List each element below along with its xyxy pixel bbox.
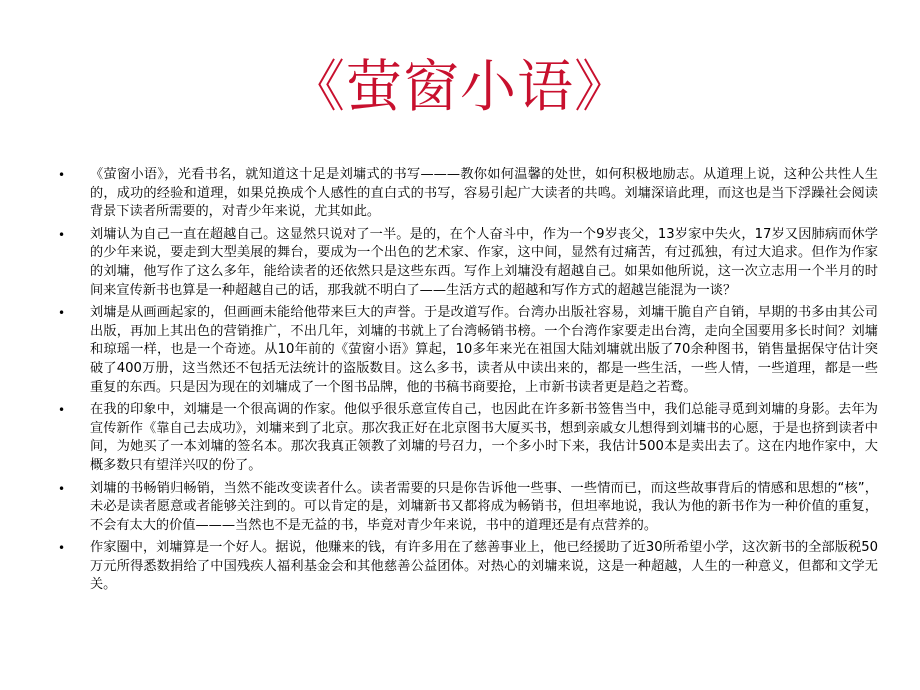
bullet-text: 刘墉认为自己一直在超越自己。这显然只说对了一半。是的，在个人奋斗中，作为一个9岁丧父，13岁家中失火，17岁又因肺病而休学的少年来说，要走到大型美展的舞台，要成为一个出色的艺术家、作家，这中间，显然有过痛苦，有过孤独，有过大追求。但作为作家的刘墉，他写作了这么多年，能给读者的还依然只是这些东西。写作上刘墉没有超越自己。如果如他所说，这一次立志用一个半月的时间来宣传新书也算是一种超越自己的话，那我就不明白了——生活方式的超越和写作方式的超越岂能混为一谈？ [90,226,878,298]
bullet-text: 作家圈中，刘墉算是一个好人。据说，他赚来的钱，有许多用在了慈善事业上，他已经援助了近30所希望小学，这次新书的全部版税50万元所得悉数捐给了中国残疾人福利基金会和其他慈善公益团体。对热心的刘墉来说，这是一种超越，人生的一种意义，但都和文学无关。 [90,540,878,593]
bullet-dot-icon: • [58,541,66,556]
bullet-text: 刘墉是从画画起家的，但画画未能给他带来巨大的声誉。于是改道写作。台湾办出版社容易，刘墉干脆自产自销，早期的书多由其公司出版，再加上其出色的营销推广，不出几年，刘墉的书就上了台湾畅销书榜。一个台湾作家要走出台湾，走向全国要用多长时间？刘墉和琼瑶一样，也是一个奇迹。从10年前的《萤窗小语》算起，10多年来光在祖国大陆刘墉就出版了70余种图书，销售量据保守估计突破了400万册，这当然还不包括无法统计的盗版数目。这么多书，读者从中读出来的，都是一些生活，一些人情，一些道理，都是一些重复的东西。只是因为现在的刘墉成了一个图书品牌，他的书稿书商要抢，上市新书读者更是趋之若鹜。 [90,305,878,395]
slide-title: 《萤窗小语》 [289,55,631,120]
bullet-dot-icon: • [58,168,66,182]
bullet-item [58,166,878,222]
bullet-dot-icon: • [58,403,66,418]
bullet-dot-icon: • [58,481,66,496]
bullet-list [58,166,878,599]
bullet-text: 刘墉的书畅销归畅销，当然不能改变读者什么。读者需要的只是你告诉他一些事、一些情而已，而这些故事背后的情感和思想的“核”，未必是读者愿意或者能够关注到的。可以肯定的是，刘墉新书又都将成为畅销书，但坦率地说，我认为他的新书作为一种价值的重复，不会有太大的价值———当然也不是无益的书，毕竟对青少年来说，书中的道理还是有点营养的。 [90,480,878,533]
bullet-item [58,539,878,595]
bullet-dot-icon: • [58,227,66,242]
bullet-item [58,226,878,300]
bullet-dot-icon: • [58,306,66,321]
bullet-text: 在我的印象中，刘墉是一个很高调的作家。他似乎很乐意宣传自己，也因此在许多新书签售当中，我们总能寻觅到刘墉的身影。去年为宣传新作《靠自己去成功》，刘墉来到了北京。那次我正好在北京图书大厦买书，想到亲戚女儿想得到刘墉书的心愿，于是也挤到读者中间，为她买了一本刘墉的签名本。那次我真正领教了刘墉的号召力，一个多小时下来，我估计500本是卖出去了。这在内地作家中，大概多数只有望洋兴叹的份了。 [90,402,878,473]
bullet-item [58,401,878,475]
bullet-item [58,480,878,536]
bullet-text: 《萤窗小语》，光看书名，就知道这十足是刘墉式的书写———教你如何温馨的处世，如何积极地励志。从道理上说，这种公共性人生的，成功的经验和道理，如果兑换成个人感性的直白式的书写，容易引起广大读者的共鸣。刘墉深谙此理，而这也是当下浮躁社会阅读背景下读者所需要的，对青少年来说，尤其如此。 [90,167,878,220]
bullet-item [58,304,878,397]
